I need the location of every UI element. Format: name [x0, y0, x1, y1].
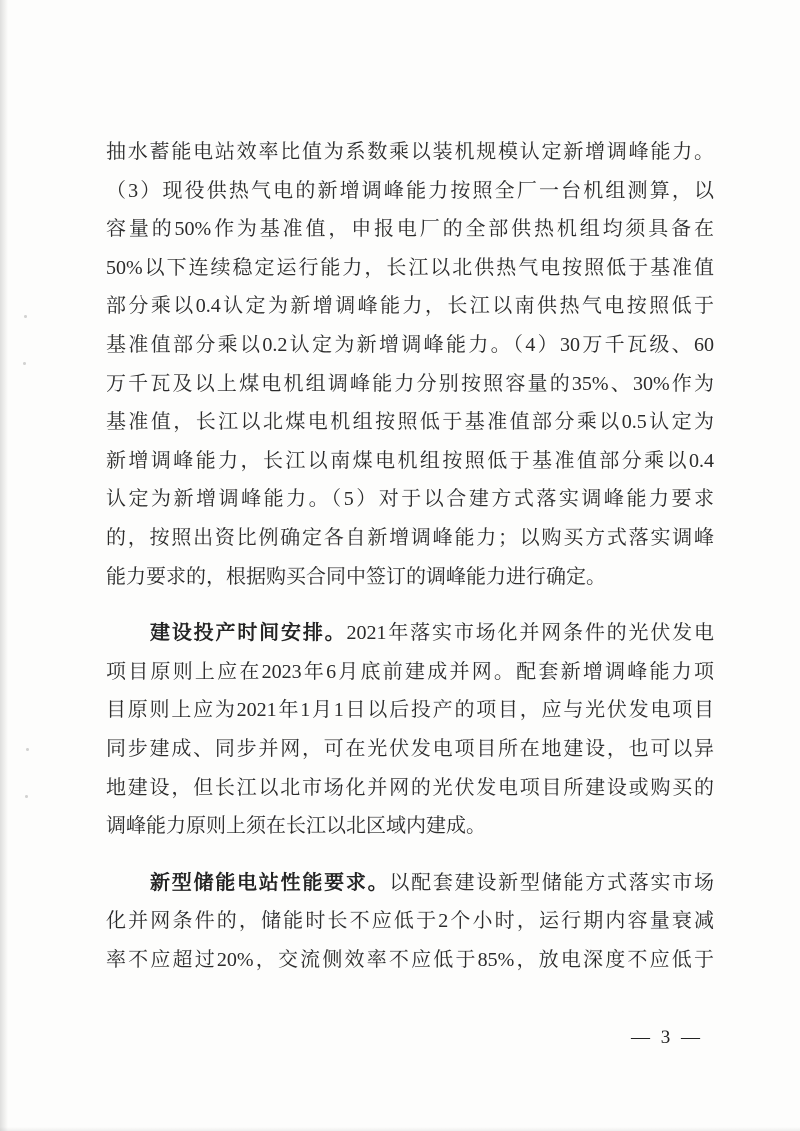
document-body	[106, 133, 714, 979]
text-line: 新增调峰能力，长江以南煤电机组按照低于基准值部分乘以0.4	[106, 449, 714, 472]
paragraph-lead-heading: 建设投产时间安排。	[150, 622, 347, 645]
text-line: 项目原则上应在2023年6月底前建成并网。配套新增调峰能力项	[106, 660, 714, 683]
text-line: 基准值部分乘以0.2认定为新增调峰能力。（4）30万千瓦级、60	[106, 333, 714, 356]
paragraph	[106, 864, 714, 980]
text-line: 率不应超过20%，交流侧效率不应低于85%，放电深度不应低于	[106, 948, 714, 971]
text-line: 50%以下连续稳定运行能力，长江以北供热气电按照低于基准值	[106, 256, 714, 279]
scan-edge-shadow-bottom	[0, 1127, 800, 1131]
scan-edge-shadow	[0, 0, 8, 1131]
text-segment: 2021年落实市场化并网条件的光伏发电	[346, 622, 714, 645]
text-line: 的，按照出资比例确定各自新增调峰能力；以购买方式落实调峰	[106, 526, 714, 549]
text-line: 基准值，长江以北煤电机组按照低于基准值部分乘以0.5认定为	[106, 411, 714, 434]
text-line: 能力要求的，根据购买合同中签订的调峰能力进行确定。	[106, 565, 606, 588]
scan-speckle	[23, 362, 26, 365]
text-line: 容量的50%作为基准值，申报电厂的全部供热机组均须具备在	[106, 218, 714, 241]
text-line: 化并网条件的，储能时长不应低于2个小时，运行期内容量衰减	[106, 910, 714, 933]
text-line: 同步建成、同步并网，可在光伏发电项目所在地建设，也可以异	[106, 737, 714, 760]
scan-speckle	[24, 315, 27, 318]
text-line: 万千瓦及以上煤电机组调峰能力分别按照容量的35%、30%作为	[106, 372, 714, 395]
text-line: 调峰能力原则上须在长江以北区域内建成。	[106, 815, 486, 838]
text-line: （3）现役供热气电的新增调峰能力按照全厂一台机组测算，以	[106, 179, 714, 202]
text-line: 抽水蓄能电站效率比值为系数乘以装机规模认定新增调峰能力。	[106, 141, 714, 163]
text-line: 地建设，但长江以北市场化并网的光伏发电项目所建设或购买的	[106, 776, 714, 799]
page-number: — 3 —	[631, 1027, 703, 1048]
text-line	[106, 614, 714, 653]
scan-speckle	[26, 748, 29, 751]
text-line	[106, 864, 714, 903]
paragraph	[106, 133, 714, 596]
text-line: 目原则上应为2021年1月1日以后投产的项目，应与光伏发电项目	[106, 699, 714, 722]
paragraph	[106, 614, 714, 846]
text-segment: 以配套建设新型储能方式落实市场	[389, 871, 715, 894]
paragraph-lead-heading: 新型储能电站性能要求。	[150, 871, 390, 894]
text-line: 认定为新增调峰能力。（5）对于以合建方式落实调峰能力要求	[106, 488, 714, 511]
text-line: 部分乘以0.4认定为新增调峰能力，长江以南供热气电按照低于	[106, 295, 714, 318]
scan-speckle	[25, 795, 28, 798]
